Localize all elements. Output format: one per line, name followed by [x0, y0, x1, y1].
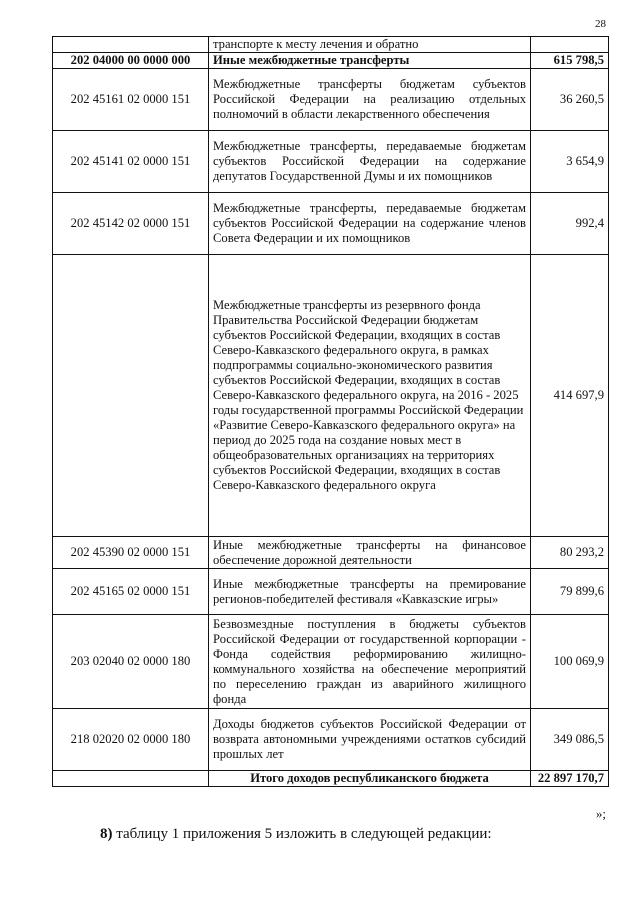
row-description: Безвозмездные поступления в бюджеты субъектов Российской Федерации от государственной корпорации - Фонда содействия реформированию жилищно-коммунального хозяйства на обеспечение мероприятий по переселению граждан из аварийного жилищного фонда: [209, 615, 531, 709]
row-amount: 992,4: [531, 193, 609, 255]
row-description: Межбюджетные трансферты бюджетам субъектов Российской Федерации на реализацию отдельных полномочий в области лекарственного обеспечения: [209, 69, 531, 131]
row-amount: 414 697,9: [531, 255, 609, 537]
row-description: Доходы бюджетов субъектов Российской Федерации от возврата автономными учреждениями остатков субсидий прошлых лет: [209, 709, 531, 771]
table-row: [53, 537, 609, 569]
row-code: 202 04000 00 0000 000: [53, 53, 209, 69]
row-code: 203 02040 02 0000 180: [53, 615, 209, 709]
revenue-table: [52, 36, 609, 787]
row-amount: 3 654,9: [531, 131, 609, 193]
table-row: [53, 255, 609, 537]
table-row: [53, 709, 609, 771]
amendment-instruction: [100, 826, 492, 843]
row-amount: 615 798,5: [531, 53, 609, 69]
row-description: транспорте к месту лечения и обратно: [209, 37, 531, 53]
row-amount: 80 293,2: [531, 537, 609, 569]
total-amount: 22 897 170,7: [531, 771, 609, 787]
row-description: Иные межбюджетные трансферты на финансовое обеспечение дорожной деятельности: [209, 537, 531, 569]
row-amount: 79 899,6: [531, 569, 609, 615]
row-code: 202 45165 02 0000 151: [53, 569, 209, 615]
table-row: [53, 193, 609, 255]
table-row: [53, 569, 609, 615]
row-code: 218 02020 02 0000 180: [53, 709, 209, 771]
row-description: Иные межбюджетные трансферты на премирование регионов-победителей фестиваля «Кавказские игры»: [209, 569, 531, 615]
row-code: 202 45390 02 0000 151: [53, 537, 209, 569]
row-code: 202 45142 02 0000 151: [53, 193, 209, 255]
total-label: Итого доходов республиканского бюджета: [209, 771, 531, 787]
row-amount: 100 069,9: [531, 615, 609, 709]
row-description: Межбюджетные трансферты из резервного фонда Правительства Российской Федерации бюджетам субъектов Российской Федерации, входящих в состав Северо-Кавказского федерального округа, в рамках подпрограммы социально-экономического развития субъектов Российской Федерации, входящих в состав Северо-Кавказского федерального округа, на 2016 - 2025 годы государственной программы Российской Федерации «Развитие Северо-Кавказского федерального округа» на период до 2025 года на создание новых мест в общеобразовательных организациях на территориях субъектов Российской Федерации, входящих в состав Северо-Кавказского федерального округа: [209, 255, 531, 537]
table-row: [53, 69, 609, 131]
total-code-cell: [53, 771, 209, 787]
instruction-text: таблицу 1 приложения 5 изложить в следующей редакции:: [112, 826, 492, 842]
row-amount: [531, 37, 609, 53]
row-description: Межбюджетные трансферты, передаваемые бюджетам субъектов Российской Федерации на содержание депутатов Государственной Думы и их помощников: [209, 131, 531, 193]
row-code: [53, 37, 209, 53]
row-amount: 349 086,5: [531, 709, 609, 771]
instruction-number: 8): [100, 826, 113, 842]
table-row: [53, 37, 609, 53]
row-amount: 36 260,5: [531, 69, 609, 131]
row-description: Иные межбюджетные трансферты: [209, 53, 531, 69]
row-code: [53, 255, 209, 537]
table-row: [53, 131, 609, 193]
row-code: 202 45141 02 0000 151: [53, 131, 209, 193]
revenue-table-body: [53, 37, 609, 771]
table-row: [53, 53, 609, 69]
row-description: Межбюджетные трансферты, передаваемые бюджетам субъектов Российской Федерации на содержание членов Совета Федерации и их помощников: [209, 193, 531, 255]
total-row: [53, 771, 609, 787]
closing-quote: »;: [595, 806, 606, 821]
table-row: [53, 615, 609, 709]
page-number: 28: [595, 18, 606, 30]
row-code: 202 45161 02 0000 151: [53, 69, 209, 131]
